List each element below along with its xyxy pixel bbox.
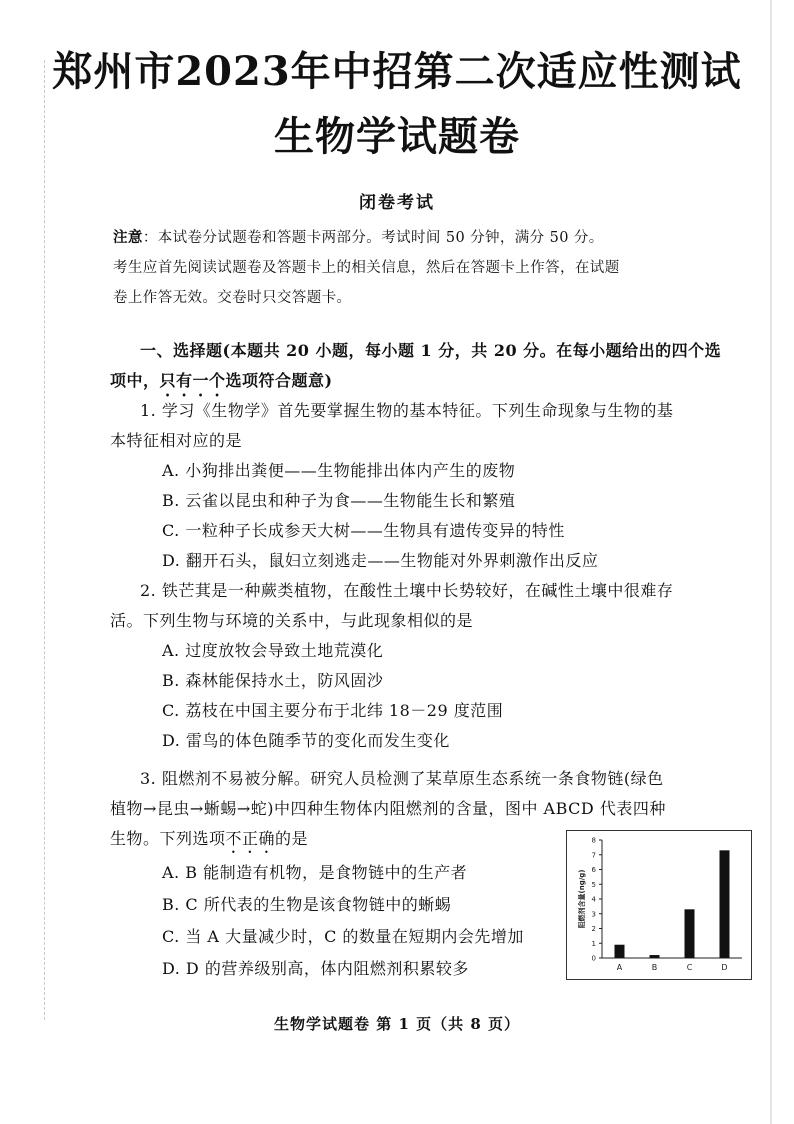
q2-option-a: A. 过度放牧会导致土地荒漠化 bbox=[162, 641, 384, 660]
q3-stem-line-2: 植物→昆虫→蜥蜴→蛇)中四种生物体内阻燃剂的含量，图中 ABCD 代表四种 bbox=[110, 799, 666, 818]
q3-option-b: B. C 所代表的生物是该食物链中的蜥蜴 bbox=[162, 895, 452, 914]
page-edge-shadow bbox=[770, 0, 772, 1124]
chart-y-tick-label: 7 bbox=[591, 851, 596, 860]
chart-x-tick-label: B bbox=[651, 963, 658, 972]
section-heading-emphasis: 只有一个 bbox=[159, 371, 226, 390]
chart-y-tick-label: 5 bbox=[591, 880, 596, 889]
notice-line-1 bbox=[113, 226, 604, 247]
q3-stem-post: 的是 bbox=[275, 829, 309, 848]
q1-stem-line-1: 1. 学习《生物学》首先要掌握生物的基本特征。下列生命现象与生物的基 bbox=[140, 401, 674, 420]
q2-option-b: B. 森林能保持水土，防风固沙 bbox=[162, 671, 384, 690]
q2-option-d: D. 雷鸟的体色随季节的变化而发生变化 bbox=[162, 731, 450, 750]
q1-option-c: C. 一粒种子长成参天大树——生物具有遗传变异的特性 bbox=[162, 521, 565, 540]
chart-y-tick-label: 2 bbox=[591, 925, 596, 933]
q2-option-c: C. 荔枝在中国主要分布于北纬 18－29 度范围 bbox=[162, 701, 504, 720]
section-heading-pre: 项中， bbox=[110, 371, 160, 390]
chart-x-tick-label: C bbox=[686, 963, 693, 972]
q3-option-c: C. 当 A 大量减少时，C 的数量在短期内会先增加 bbox=[162, 927, 524, 946]
q1-stem-line-2: 本特征相对应的是 bbox=[110, 431, 243, 450]
chart-y-tick-label: 6 bbox=[591, 866, 596, 874]
notice-label: 注意 bbox=[113, 229, 143, 246]
section-heading-post: 选项符合题意) bbox=[225, 371, 333, 390]
chart-y-tick-label: 8 bbox=[591, 836, 596, 845]
q1-option-b: B. 云雀以昆虫和种子为食——生物能生长和繁殖 bbox=[162, 491, 516, 510]
q3-stem-line-1: 3. 阻燃剂不易被分解。研究人员检测了某草原生态系统一条食物链(绿色 bbox=[140, 769, 664, 788]
chart-y-tick-label: 1 bbox=[591, 939, 596, 948]
q3-option-a: A. B 能制造有机物，是食物链中的生产者 bbox=[162, 863, 468, 882]
q3-option-d: D. D 的营养级别高，体内阻燃剂积累较多 bbox=[162, 959, 469, 978]
notice-line-2: 考生应首先阅读试题卷及答题卡上的相关信息，然后在答题卡上作答，在试题 bbox=[113, 260, 620, 276]
exam-title: 郑州市2023年中招第二次适应性测试 bbox=[52, 48, 742, 95]
q1-option-d: D. 翻开石头，鼠妇立刻逃走——生物能对外界刺激作出反应 bbox=[162, 551, 599, 570]
section-heading-line-2 bbox=[110, 368, 333, 400]
page-footer: 生物学试题卷 第 1 页（共 8 页） bbox=[274, 1015, 520, 1033]
chart-bar-d bbox=[720, 850, 730, 958]
chart-y-axis-label: 阻燃剂含量(ng/g) bbox=[578, 869, 586, 929]
chart-y-tick-label: 3 bbox=[591, 910, 596, 919]
chart-y-tick-label: 0 bbox=[591, 954, 596, 963]
flame-retardant-bar-chart bbox=[566, 830, 752, 980]
section-heading-line-1: 一、选择题(本题共 20 小题，每小题 1 分，共 20 分。在每小题给出的四个选 bbox=[140, 341, 722, 360]
notice-line-3: 卷上作答无效。交卷时只交答题卡。 bbox=[113, 290, 352, 306]
chart-bar-c bbox=[685, 909, 695, 958]
q3-stem-emphasis: 不正确 bbox=[225, 829, 276, 848]
q2-stem-line-1: 2. 铁芒萁是一种蕨类植物，在酸性土壤中长势较好，在碱性土壤中很难存 bbox=[140, 581, 674, 600]
q1-option-a: A. 小狗排出粪便——生物能排出体内产生的废物 bbox=[162, 461, 516, 480]
chart-y-tick-label: 4 bbox=[591, 895, 596, 904]
chart-bar-a bbox=[615, 945, 625, 958]
q3-stem-pre: 生物。下列选项 bbox=[110, 829, 226, 848]
q3-stem-line-3 bbox=[110, 826, 308, 857]
chart-x-tick-label: A bbox=[616, 963, 623, 972]
exam-subject-title: 生物学试题卷 bbox=[274, 113, 520, 160]
notice-text-1: ：本试卷分试题卷和答题卡两部分。考试时间 50 分钟，满分 50 分。 bbox=[142, 230, 604, 246]
chart-x-tick-label: D bbox=[721, 963, 728, 972]
chart-bar-b bbox=[650, 955, 660, 958]
exam-mode: 闭卷考试 bbox=[359, 193, 435, 213]
q2-stem-line-2: 活。下列生物与环境的关系中，与此现象相似的是 bbox=[110, 611, 474, 630]
